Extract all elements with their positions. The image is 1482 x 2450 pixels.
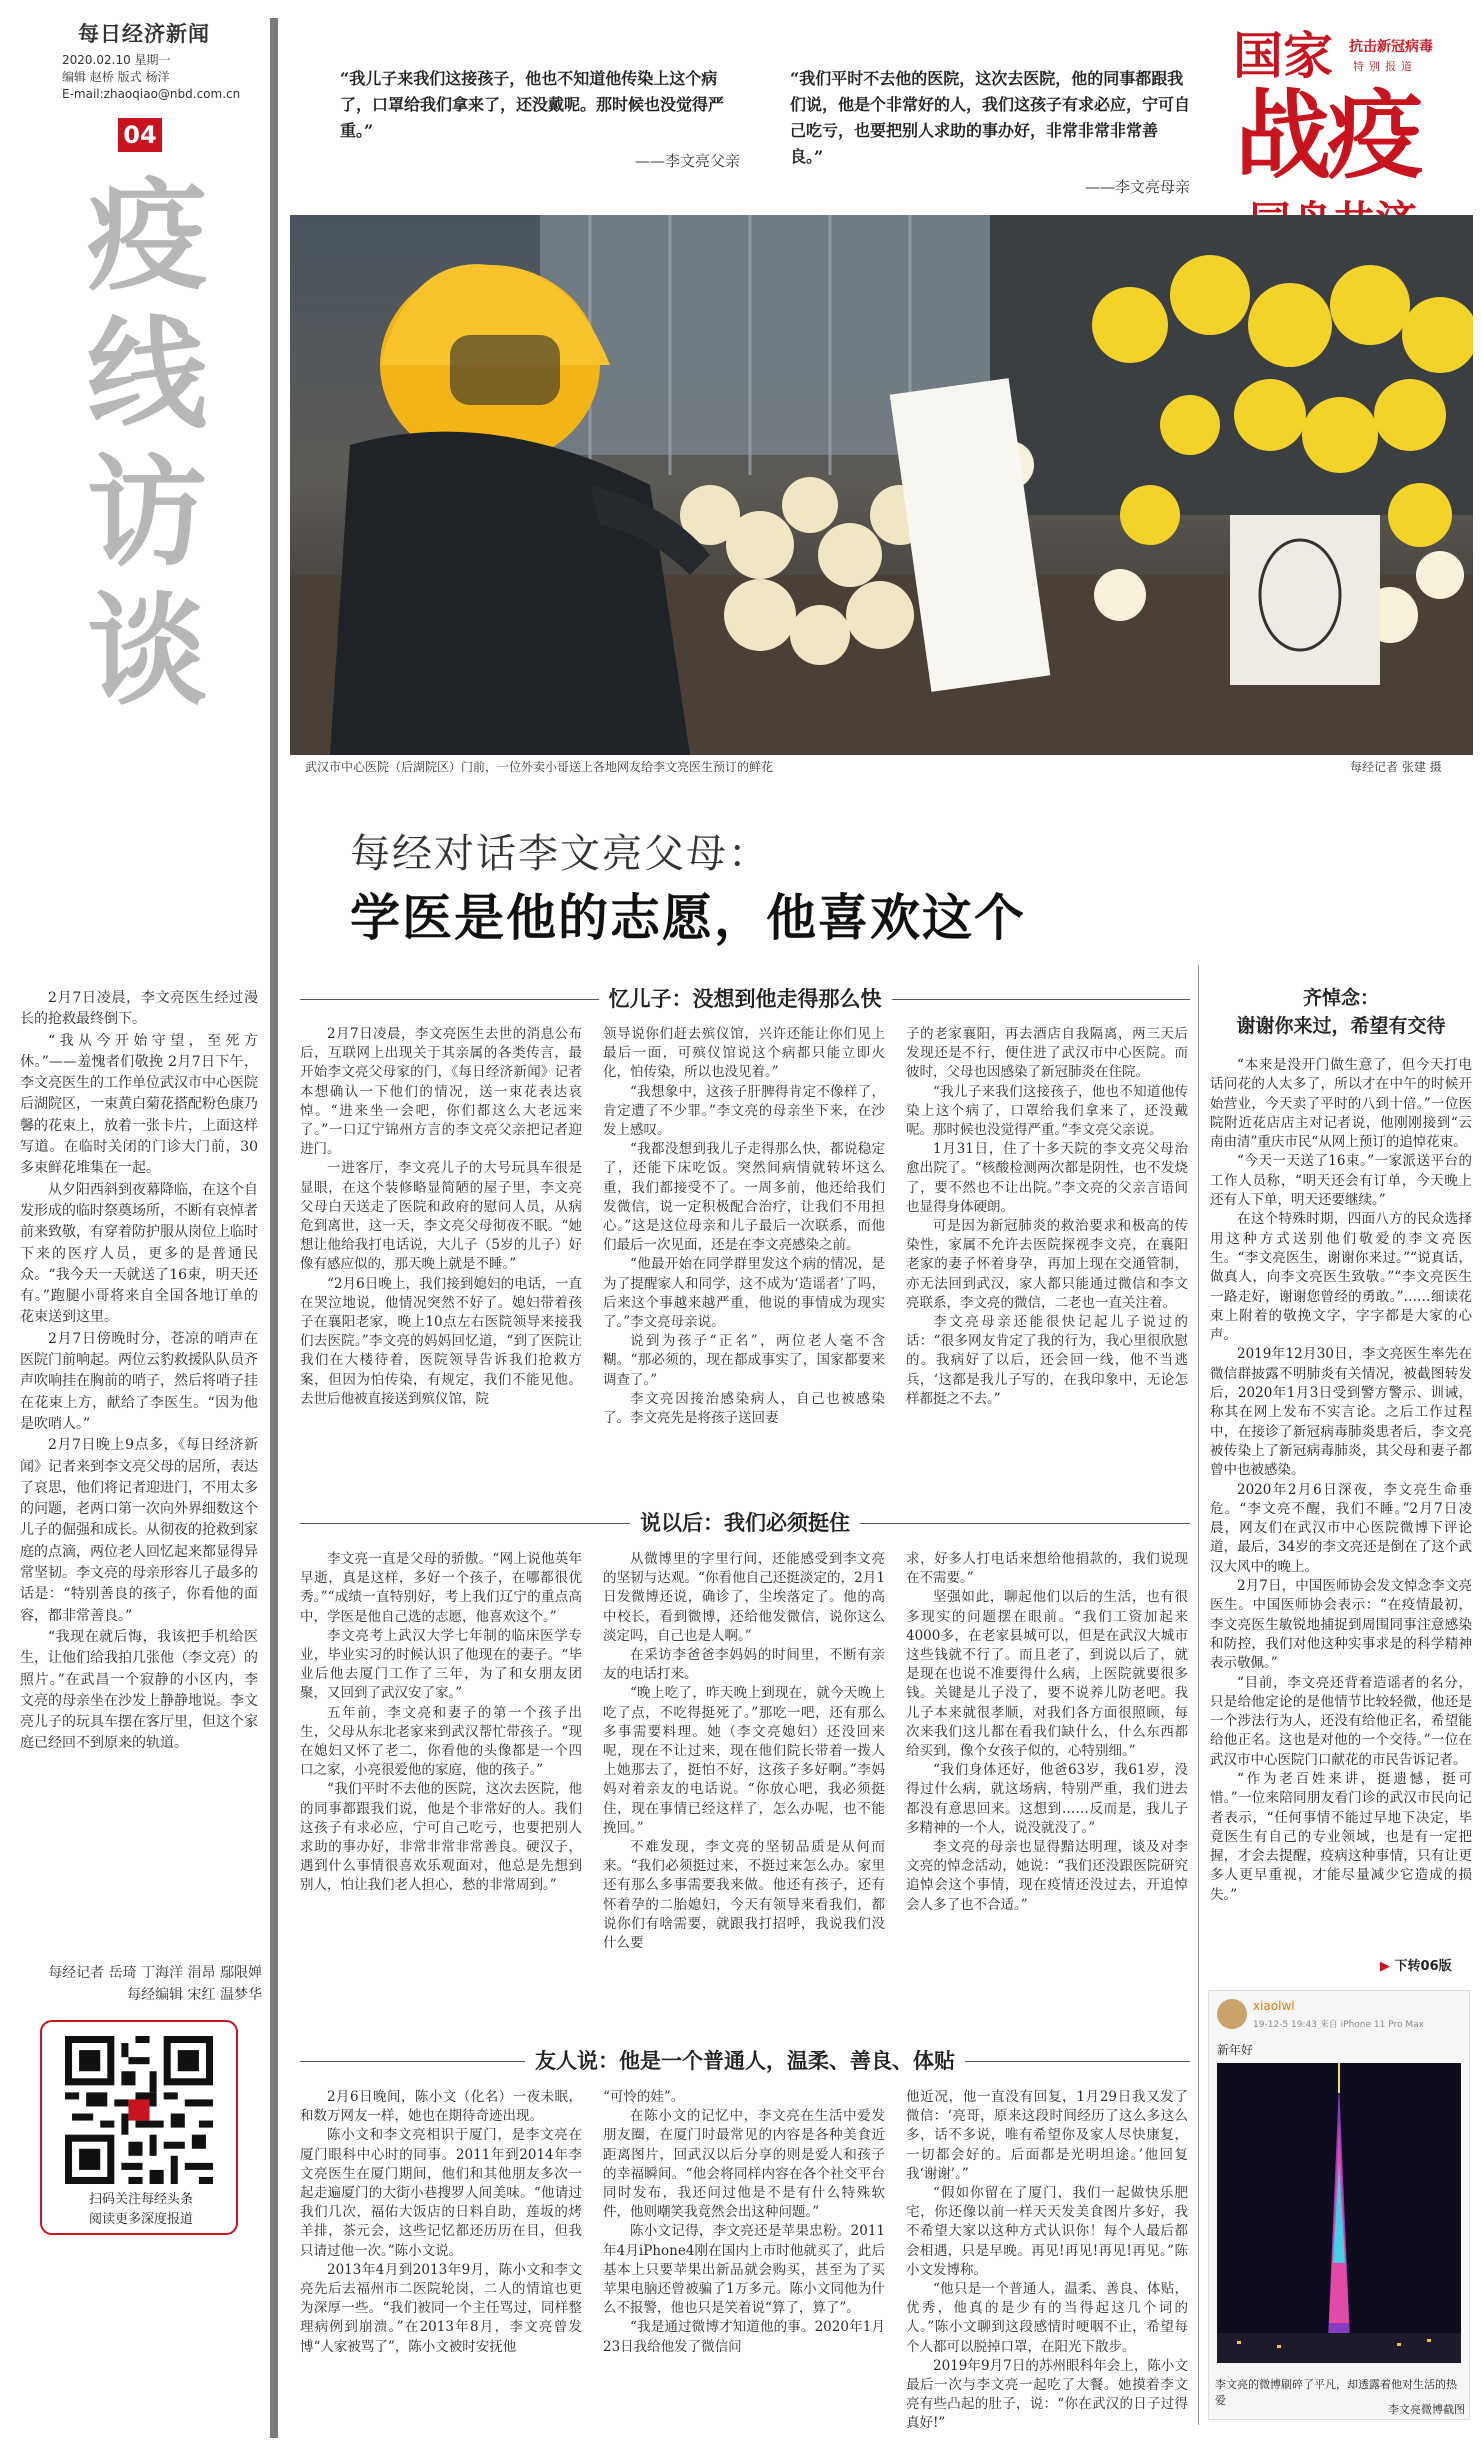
para: 坚强如此，聊起他们以后的生活，也有很多现实的问题摆在眼前。“我们工资加起来4000多，在老家县城可以，但是在武汉大城市这些钱就不行了。而且老了，到说以后了，就是现在也说不准要得什么病，上医院就要很多钱。关键是儿子没了，要不说养儿防老吧。我儿子本来就很孝顺，对我们各方面很照顾，每次来我们这儿都在看我们缺什么，什么东西都给买到，像个女孩子似的，心特别细。” xyxy=(906,1589,1188,1760)
photo-caption: 武汉市中心医院（后湖院区）门前，一位外卖小哥送上各地网友给李文亮医生预订的鲜花 xyxy=(305,760,774,774)
section-header-friend xyxy=(300,2046,1190,2076)
para: “假如你留在了厦门，我们一起做快乐肥宅，你还像以前一样天天发美食图片多好，我不希望大家以这种方式认识你！每个人最后都会相遇，只是早晚。再见!再见!再见!再见。”陈小文发博称。 xyxy=(906,2185,1188,2278)
vertical-column-title: 疫线访谈 xyxy=(87,166,207,721)
screenshot-caption: 李文亮的微博刷碎了平凡，却透露着他对生活的热爱 xyxy=(1215,2378,1457,2407)
lead-para: “我现在就后悔，我该把手机给医生，让他们给我拍几张他（李文亮）的照片。”在武昌一个寂静的小区内，李文亮的母亲坐在沙发上静静地说。李文亮儿子的玩具车摆在客厅里，但这个家庭已经回不到原来的轨道。 xyxy=(20,1628,258,1752)
para: “他只是一个普通人，温柔、善良、体贴，优秀，他真的是少有的当得起这几个词的人。”陈小文聊到这段感情时哽咽不止，希望每个人都可以脱掉口罩，在阳光下散步。 xyxy=(906,2281,1188,2355)
para: “我儿子来我们这接孩子，他也不知道他传染上这个病了，口罩给我们拿来了，还没戴呢。那时候也没觉得严重。”李文亮父亲说。 xyxy=(906,1083,1188,1139)
arrow-right-icon: ▶ xyxy=(1380,1959,1390,1974)
lead-para: 2月7日晚上9点多，《每日经济新闻》记者来到李文亮父母的居所，表达了哀思，他们将记者迎进门，不用太多的问题，老两口第一次向外界细数这个儿子的倔强和成长。从彻夜的抢救到家庭的点滴，两位老人回忆起来都显得异常坚韧。李文亮的母亲形容儿子最多的话是：“特别善良的孩子，你看他的面容，都非常善良。” xyxy=(20,1437,258,1624)
para: “可怜的娃”。 xyxy=(603,2089,685,2105)
para: 2019年9月7日的苏州眼科年会上，陈小文最后一次与李文亮一起吃了大餐。她摸着李文亮有些凸起的肚子，说：“你在武汉的日子过得真好!” xyxy=(906,2357,1188,2432)
badge-special: 特别报道 xyxy=(1353,60,1417,73)
article-column xyxy=(603,1025,885,1428)
quote-signature: ——李文亮父亲 xyxy=(634,152,740,170)
para: 求，好多人打电话来想给他捐款的，我们说现在不需要。” xyxy=(906,1551,1188,1587)
para: 陈小文和李文亮相识于厦门，是李文亮在厦门眼科中心时的同事。2011年到2014年李文亮医生在厦门期间，他们和其他朋友多次一起走遍厦门的大街小巷搜罗人间美味。“他请过我们几次，福佑大饭店的日料自助，莲坂的烤羊排，茶元会，这些记忆都还历历在目，但我只请过他一次。”陈小文说。 xyxy=(300,2127,582,2259)
qr-code-icon[interactable] xyxy=(64,2036,214,2184)
para: 在陈小文的记忆中，李文亮在生活中爱发朋友圈，在厦门时最常见的内容是各种美食近距离图片，回武汉以后分享的则是爱人和孩子的幸福瞬间。“他会将同样内容在各个社交平台同时发布，我还问过他是不是有什么特殊软件，他则嘲笑我竟然会出这种问题。” xyxy=(603,2108,885,2221)
rail-divider xyxy=(270,18,278,2438)
para: “我们身体还好，他爸63岁，我61岁，没得过什么病，就这场病，特别严重，我们进去都没有意思回来。这想到……反而是，我儿子多精神的一个人，说没就没了。” xyxy=(906,1762,1188,1836)
para: 在这个特殊时期，四面八方的民众选择用这种方式送别他们敬爱的李文亮医生。“李文亮医生，谢谢你来过。”“说真话，做真人，向李文亮医生致敬。”“李文亮医生一路走好，谢谢您曾经的勇敢。”……细读花束上附着的敬挽文字，字字都是大家的心声。 xyxy=(1210,1211,1472,1344)
left-rail xyxy=(0,0,278,2450)
column-divider xyxy=(1198,965,1199,2425)
main-photo xyxy=(290,215,1473,755)
para: 子的老家襄阳，再去酒店自我隔离，两三天后发现还是不行，便住进了武汉市中心医院。而彼时，父母也因感染了新冠肺炎在住院。 xyxy=(906,1026,1188,1081)
right-column-heading xyxy=(1210,984,1472,1040)
right-title-1: 齐悼念： xyxy=(1302,987,1379,1009)
para: 李文亮母亲还能很快记起儿子说过的话：“很多网友肯定了我的行为，我心里很欣慰的。我病好了以后，还会回一线，他不当逃兵，‘这都是我儿子写的，在我印象中，无论怎样都挺之不去。” xyxy=(906,1314,1188,1407)
weibo-username: xiaolwl xyxy=(1253,1999,1295,2013)
edition-info xyxy=(62,52,240,103)
para: 李文亮的母亲也显得黯达明理，谈及对李文亮的悼念活动，她说：“我们还没跟医院研究追悼会这个事情，现在疫情还没过去，开追悼会人多了也不合适。” xyxy=(906,1839,1188,1913)
lead-para: 2月7日凌晨，李文亮医生经过漫长的抢救最终倒下。 xyxy=(20,990,258,1028)
weibo-text: 新年好 xyxy=(1217,2043,1254,2057)
night-tower-photo xyxy=(1217,2063,1461,2363)
lead-para: 2月7日傍晚时分，苍凉的哨声在医院门前响起。两位云豹救援队队员齐声吹响挂在胸前的哨子，然后将哨子挂在花束上方，献给了李医生。“因为他是吹哨人。” xyxy=(20,1330,258,1432)
continued-label: 下转06版 xyxy=(1394,1959,1452,1974)
para: 不难发现，李文亮的坚韧品质是从何而来。“我们必须挺过来，不挺过来怎么办。家里还有那么多事需要我来做。他还有孩子，还有怀着孕的二胎媳妇，今天有领导来看我们，都说你们有啥需要，就跟我打招呼，我说我们没什么要 xyxy=(603,1839,885,1952)
page-number: 04 xyxy=(118,118,162,152)
para: 领导说你们赶去殡仪馆，兴许还能让你们见上最后一面，可殡仪馆说这个病都只能立即火化，怕传染，所以也没见着。” xyxy=(603,1026,885,1081)
edition-date: 2020.02.10 星期一 xyxy=(62,53,171,67)
right-article-column xyxy=(1210,1056,1472,1905)
para: 陈小文记得，李文亮还是苹果忠粉。2011年4月iPhone4刚在国内上市时他就买了，此后基本上只要苹果出新品就会购买，甚至为了买苹果电脑还曾被骗了1万多元。陈小文同他为什么不报警，他也只是笑着说“算了，算了”。 xyxy=(603,2223,885,2317)
screenshot-credit: 李文亮微博截图 xyxy=(1388,2403,1465,2416)
para: 可是因为新冠肺炎的救治要求和极高的传染性，家属不允许去医院探视李文亮，在襄阳老家的妻子怀着身孕，再加上现在交通管制，亦无法回到武汉，家人都只能通过微信和李文亮联系，李文亮的微信，二老也一直关注着。 xyxy=(906,1218,1188,1311)
article-column xyxy=(906,1025,1188,1409)
para: 从微博里的字里行间，还能感受到李文亮的坚韧与达观。“你看他自己还挺淡定的，2月1日发微博还说，确诊了，尘埃落定了。他的高中校长，看到微博，还给他发微信，说你这么淡定吗，自己也是人啊。” xyxy=(603,1551,885,1644)
editors-credit: 每经编辑 宋红 温梦华 xyxy=(127,1987,262,2003)
qr-caption-line: 扫码关注每经头条 xyxy=(88,2192,193,2207)
staff-credits xyxy=(22,1962,262,2006)
para: 五年前，李文亮和妻子的第一个孩子出生，父母从东北老家来到武汉帮忙带孩子。“现在媳妇又怀了老二，你看他的头像都是一个四口之家，小亮很爱他的家庭，他的孩子。” xyxy=(300,1704,582,1779)
para: “2月6日晚上，我们接到媳妇的电话，一直在哭泣地说，他情况突然不好了。媳妇带着孩子在襄阳老家，晚上10点左右医院领导来接我们去医院。”李文亮的妈妈回忆道，“到了医院让我们在大楼待着，医院领导告诉我们抢救方案，但因为怕传染，有规定，我们不能见他。去世后他被直接送到殡仪馆，院 xyxy=(300,1275,582,1407)
para: “我们平时不去他的医院，这次去医院，他的同事都跟我们说，他是个非常好的人。我们这孩子有求必应，宁可自己吃亏，也要把别人求助的事办好，非常非常非常善良。硬汉子，遇到什么事情很喜欢乐观面对，他总是先想到别人，怕让我们老人担心，愁的非常周到。” xyxy=(300,1781,582,1894)
right-title-2: 谢谢你来过，希望有交待 xyxy=(1236,1015,1446,1037)
para: 1月31日，住了十多天院的李文亮父母治愈出院了。“核酸检测两次都是阴性，也不发烧了，要不然也不让出院。”李文亮的父亲言语间也显得身体硬朗。 xyxy=(906,1141,1188,1215)
para: “我都没想到我儿子走得那么快，都说稳定了，还能下床吃饭。突然间病情就转坏这么重，我们都接受不了。一周多前，他还给我们发微信，说一定积极配合治疗，让我们不用担心。”这是这位母亲和儿子最后一次联系，而他们最后一次见面，还是在李文亮感染之前。 xyxy=(603,1141,885,1254)
article-column xyxy=(906,2088,1188,2434)
edition-email: E-mail:zhaoqiao@nbd.com.cn xyxy=(62,87,241,101)
article-column xyxy=(300,1550,582,1896)
quote-text: “我儿子来我们这接孩子，他也不知道他传染上这个病了，口罩给我们拿来了，还没戴呢。那时候也没觉得严重。” xyxy=(340,69,725,140)
badge-country: 国家 xyxy=(1233,26,1333,85)
para: “作为老百姓来讲，挺遗憾，挺可惜。”一位来陪同朋友看门诊的武汉市民向记者表示，“任何事情不能过早地下决定，毕竟医生有自己的专业领域，也是有一定把握，才会去提醒，疫病这种事情，只有让更多人更早重视，才能尽量减少它造成的损失。” xyxy=(1210,1770,1472,1903)
section-title: 说以后：我们必须挺住 xyxy=(630,1511,860,1535)
qr-caption xyxy=(42,2190,240,2230)
section-title: 友人说：他是一个普通人，温柔、善良、体贴 xyxy=(525,2049,965,2073)
pull-quote-father xyxy=(340,66,740,171)
para: “今天一天送了16束。”一家派送平台的工作人员称，“明天还会有订单，今天晚上还有人下单，明天还要继续。” xyxy=(1210,1153,1472,1209)
para: 2020年2月6日深夜，李文亮生命垂危。“李文亮不醒，我们不睡。”2月7日凌晨，网友们在武汉市中心医院微博下评论道，最后，34岁的李文亮还是倒在了这个武汉大风中的晚上。 xyxy=(1210,1481,1472,1575)
lead-para: “我从今开始守望，至死方休。”——羞愧者们敬挽 2月7日下午，李文亮医生的工作单位武汉市中心医院后湖院区，一束黄白菊花搭配粉色康乃馨的花束上，放着一张卡片，上面这样写道。在临时关闭的门诊大门前，30多束鲜花堆集在一起。 xyxy=(20,1032,258,1177)
edition-editors: 编辑 赵桥 版式 杨洋 xyxy=(62,70,170,84)
para: 2月7日，中国医师协会发文悼念李文亮医生。中国医师协会表示：“在疫情最初，李文亮医生敏锐地捕捉到周围同事注意感染和防控，我们对他这种实事求是的科学精神表示敬佩。” xyxy=(1210,1578,1472,1672)
left-lead-column xyxy=(20,988,258,1755)
para: 李文亮考上武汉大学七年制的临床医学专业，毕业实习的时候认识了他现在的妻子。“毕业后他去厦门工作了三年，为了和女朋友团聚，又回到了武汉安了家。” xyxy=(300,1627,582,1702)
article-column xyxy=(906,1550,1188,1915)
para: 一进客厅，李文亮儿子的大号玩具车很是显眼，在这个装修略显简陋的屋子里，李文亮父母白天送走了医院和政府的慰问人员，从病危到离世，这一天，李文亮父母彻夜不眠。“她想让他给我打电话说，大儿子（5岁的儿子）好像有感应似的，那天晚上就是不睡。” xyxy=(300,1160,582,1273)
badge-slogan: 抗击新冠病毒 xyxy=(1349,39,1433,55)
article-column xyxy=(603,1550,885,1953)
para: “目前，李文亮还背着造谣者的名分，只是给他定论的是他情节比较轻微，他还是一个涉法行为人，还没有给他正名，希望能给他正名。这也是对他的一个交待。”一位在武汉市中心医院门口献花的市民告诉记者。 xyxy=(1210,1674,1472,1768)
weibo-meta: 19-12-5 19:43 来自 iPhone 11 Pro Max xyxy=(1253,2020,1424,2030)
para: 2019年12月30日，李文亮医生率先在微信群披露不明肺炎有关情况，被截图转发后，2020年1月3日受到警方警示、训诫，称其在网上发布不实言论。之后工作过程中，在接诊了新冠病毒肺炎患者后，李文亮被传染上了新冠病毒肺炎，其父母和妻子都曾中也被感染。 xyxy=(1210,1346,1472,1479)
para: “本来是没开门做生意了，但今天打电话问花的人太多了，所以才在中午的时候开始营业，今天卖了平时的八到十倍。”一位医院附近花店店主对记者说，他刚刚接到“云南由清”重庆市民“从网上预订的追悼花束。 xyxy=(1210,1057,1472,1151)
quote-text: “我们平时不去他的医院，这次去医院，他的同事都跟我们说，他是个非常好的人，我们这孩子有求必应，宁可自己吃亏，也要把别人求助的事办好，非常非常非常善良。” xyxy=(790,69,1191,166)
para: 2月6日晚间，陈小文（化名）一夜未眠，和数万网友一样，她也在期待奇迹出现。 xyxy=(300,2089,582,2125)
quote-signature: ——李文亮母亲 xyxy=(1084,178,1190,196)
article-column xyxy=(300,2088,582,2357)
weibo-screenshot xyxy=(1208,1990,1470,2420)
qr-code-box[interactable] xyxy=(40,2020,238,2235)
section-header-memory xyxy=(300,984,1190,1014)
article-column xyxy=(603,2088,885,2357)
reporters-credit: 每经记者 岳琦 丁海洋 涓昂 鄢限婵 xyxy=(48,1965,262,1981)
para: 说到为孩子“正名”，两位老人毫不含糊。“那必须的，现在都成事实了，国家都要来调查了。” xyxy=(603,1333,885,1388)
para: “我想象中，这孩子肝脾得肯定不像样了，肯定遭了不少罪。”李文亮的母亲坐下来，在沙发上感叹。 xyxy=(603,1083,885,1139)
avatar xyxy=(1217,1999,1247,2029)
masthead: 每日经济新闻 xyxy=(78,21,210,46)
main-headline: 学医是他的志愿，他喜欢这个 xyxy=(350,889,1026,947)
photo-credit: 每经记者 张建 摄 xyxy=(1350,760,1442,774)
pull-quote-mother xyxy=(790,66,1190,197)
photo-flowers-courier-illustration xyxy=(290,215,1473,755)
article-column xyxy=(300,1025,582,1409)
para: 2013年4月到2013年9月，陈小文和李文亮先后去福州市二医院轮岗，二人的情谊也更为深厚一些。“我们被同一个主任骂过，同样整理病例到崩溃。”在2013年8月，李文亮曾发博“人家被骂了”，陈小文被时安抚他 xyxy=(300,2261,582,2355)
para: 李文亮一直是父母的骄傲。“网上说他英年早逝，真是这样，多好一个孩子，在哪都很优秀。”“成绩一直特别好，考上我们辽宁的重点高中，学医是他自己选的志愿，他喜欢这个。” xyxy=(300,1551,582,1625)
para: “他最开始在同学群里发这个病的情况，是为了提醒家人和同学，这不成为‘造谣者’了吗，后来这个事越来越严重，他说的事情成为现实了。”李文亮母亲说。 xyxy=(603,1256,885,1331)
continued-on-page[interactable] xyxy=(1380,1955,1452,1974)
section-title: 忆儿子：没想到他走得那么快 xyxy=(599,987,892,1011)
para: 2月7日凌晨，李文亮医生去世的消息公布后，互联网上出现关于其亲属的各类传言，最开始李文亮父母家的门，《每日经济新闻》记者本想确认一下他们的情况，送一束花表达哀悼。“进来坐一会吧，你们都这么大老远来了。”一口辽宁锦州方言的李文亮父亲把记者迎进门。 xyxy=(300,1026,582,1158)
para: 他近况，他一直没有回复，1月29日我又发了微信：‘亮哥，原来这段时间经历了这么多这么多，话不多说，唯有希望你及家人尽快康复，一切都会好的。后面都是光明坦途。’他回复我‘谢谢’。” xyxy=(906,2089,1188,2182)
para: “晚上吃了，昨天晚上到现在，就今天晚上吃了点，不吃得挺死了。”那吃一吧，还有那么多事需要料理。她（李文亮媳妇）还没回来呢，现在不让过来，现在他们院长带着一拨人上她那去了，挺怕不好，这孩子多好啊。”李妈妈对着亲友的电话说。“你放心吧，我必须挺住，现在事情已经这样了，怎么办呢，也不能挽回。” xyxy=(603,1685,885,1836)
lead-para: 从夕阳西斜到夜幕降临，在这个自发形成的临时祭奠场所，不断有哀悼者前来致敬，有穿着防护服从岗位上临时下来的医疗人员，更多的是普通民众。“我今天一天就送了16束，明天还有。”跑腿小哥将来自全国各地订单的花束送到这里。 xyxy=(20,1181,258,1326)
para: 在采访李爸爸李妈妈的时间里，不断有亲友的电话打来。 xyxy=(603,1647,885,1683)
badge-big-title: 战疫 xyxy=(1235,79,1419,192)
para: 李文亮因接治感染病人，自己也被感染了。李文亮先是将孩子送回妻 xyxy=(603,1390,885,1427)
para: “我是通过微博才知道他的事。2020年1月23日我给他发了微信问 xyxy=(603,2319,885,2355)
sub-headline: 每经对话李文亮父母： xyxy=(350,831,770,877)
qr-caption-line: 阅读更多深度报道 xyxy=(88,2212,193,2227)
section-header-future xyxy=(300,1508,1190,1538)
